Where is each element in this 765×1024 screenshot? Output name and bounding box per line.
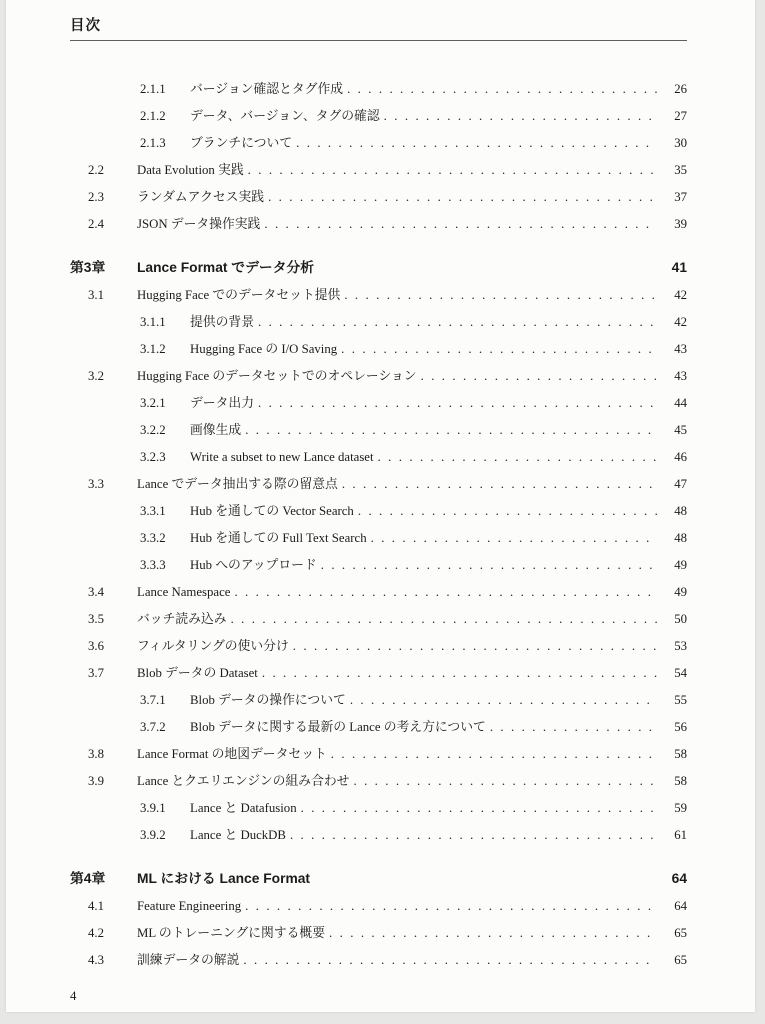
toc-entry-page: 42	[674, 288, 687, 302]
toc-entry-page: 37	[674, 190, 687, 204]
toc-entry-number: 3.2.2	[140, 423, 166, 437]
toc-entry-number: 3.2.1	[140, 396, 166, 410]
toc-entry[interactable]	[70, 363, 687, 390]
toc-entry[interactable]	[70, 157, 687, 184]
toc-entry-page: 41	[671, 260, 687, 275]
toc-entry-title: Hugging Face でのデータセット提供	[137, 288, 341, 302]
toc-entry[interactable]	[70, 633, 687, 660]
toc-entry[interactable]	[70, 795, 687, 822]
toc-entry[interactable]	[70, 947, 687, 974]
dot-leader	[350, 687, 657, 714]
toc-entry-number: 3.2	[88, 369, 104, 383]
toc-entry-number: 4.3	[88, 953, 104, 967]
toc-entry-title: バージョン確認とタグ作成	[190, 82, 344, 96]
toc-entry-title: ML のトレーニングに関する概要	[137, 926, 326, 940]
dot-leader	[258, 390, 657, 417]
toc-entry-page: 65	[674, 953, 687, 967]
page-header	[70, 14, 687, 41]
toc-entry-title: ML における Lance Format	[137, 871, 310, 886]
toc-entry-number: 4.2	[88, 926, 104, 940]
dot-leader	[231, 606, 657, 633]
toc-entry-page: 30	[674, 136, 687, 150]
toc-entry-number: 2.1.2	[140, 109, 166, 123]
toc-entry-title: データ、バージョン、タグの確認	[190, 109, 380, 123]
dot-leader	[268, 184, 657, 211]
toc-entry-page: 49	[674, 558, 687, 572]
toc-entry-number: 3.9	[88, 774, 104, 788]
toc-entry[interactable]	[70, 552, 687, 579]
toc-entry-number: 2.3	[88, 190, 104, 204]
toc-entry[interactable]	[70, 336, 687, 363]
dot-leader	[243, 947, 657, 974]
toc-entry-title: Lance とクエリエンジンの組み合わせ	[137, 774, 350, 788]
dot-leader	[321, 552, 657, 579]
toc-entry-page: 44	[674, 396, 687, 410]
toc-entry-page: 45	[674, 423, 687, 437]
toc-entry-page: 61	[674, 828, 687, 842]
toc-entry-page: 48	[674, 531, 687, 545]
toc-entry-page: 39	[674, 217, 687, 231]
toc-entry[interactable]	[70, 417, 687, 444]
dot-leader	[301, 795, 657, 822]
dot-leader	[290, 822, 657, 849]
toc-entry-title: Blob データに関する最新の Lance の考え方について	[190, 720, 486, 734]
toc-entry-page: 58	[674, 774, 687, 788]
toc-entry-number: 3.3.2	[140, 531, 166, 545]
dot-leader	[258, 309, 657, 336]
toc-entry[interactable]	[70, 893, 687, 920]
toc-entry-title: Hub を通しての Vector Search	[190, 504, 354, 518]
toc-entry-title: Hugging Face のデータセットでのオペレーション	[137, 369, 417, 383]
toc-entry-title: Lance でデータ抽出する際の留意点	[137, 477, 338, 491]
dot-leader	[371, 525, 657, 552]
toc-entry-number: 3.4	[88, 585, 104, 599]
toc-entry[interactable]	[70, 579, 687, 606]
toc-entry-number: 2.2	[88, 163, 104, 177]
dot-leader	[245, 417, 657, 444]
toc-entry[interactable]	[70, 865, 687, 893]
toc-entry-number: 3.3	[88, 477, 104, 491]
toc-entry-page: 49	[674, 585, 687, 599]
toc-entry-page: 48	[674, 504, 687, 518]
toc-entry-title: バッチ読み込み	[137, 612, 227, 626]
dot-leader	[384, 103, 657, 130]
toc-entry-number: 3.1.1	[140, 315, 166, 329]
toc-entry[interactable]	[70, 471, 687, 498]
toc-entry-title: ランダムアクセス実践	[137, 190, 265, 204]
toc-entry-number: 3.3.1	[140, 504, 166, 518]
toc-entry-number: 2.4	[88, 217, 104, 231]
toc-entry[interactable]	[70, 606, 687, 633]
dot-leader	[342, 471, 657, 498]
toc-entry-title: Blob データの Dataset	[137, 666, 258, 680]
toc-entry-page: 42	[674, 315, 687, 329]
toc-entry-number: 3.9.2	[140, 828, 166, 842]
toc-entry-page: 55	[674, 693, 687, 707]
toc-entry-page: 56	[674, 720, 687, 734]
toc-entry-page: 54	[674, 666, 687, 680]
toc-entry[interactable]	[70, 920, 687, 947]
toc-entry[interactable]	[70, 687, 687, 714]
toc-entry[interactable]	[70, 103, 687, 130]
toc-entry-number: 第3章	[70, 260, 106, 275]
toc-entry[interactable]	[70, 390, 687, 417]
toc-entry-title: データ出力	[190, 396, 254, 410]
toc-entry-page: 46	[674, 450, 687, 464]
toc-entry[interactable]	[70, 660, 687, 687]
toc-entry-page: 43	[674, 342, 687, 356]
toc-entry[interactable]	[70, 768, 687, 795]
dot-leader	[264, 211, 657, 238]
toc-entry[interactable]	[70, 444, 687, 471]
toc-entry-title: 提供の背景	[190, 315, 254, 329]
dot-leader	[331, 741, 657, 768]
toc-entry-title: ブランチについて	[190, 136, 293, 150]
toc-entry-title: Lance と DuckDB	[190, 828, 286, 842]
toc-entry-title: 訓練データの解説	[137, 953, 240, 967]
toc-entry-page: 35	[674, 163, 687, 177]
toc-entry-title: フィルタリングの使い分け	[137, 639, 289, 653]
footer-page-number: 4	[70, 989, 77, 1003]
toc-entry-page: 53	[674, 639, 687, 653]
toc-entry-title: 画像生成	[190, 423, 242, 437]
toc-entry-page: 59	[674, 801, 687, 815]
toc-entry-number: 2.1.3	[140, 136, 166, 150]
dot-leader	[248, 157, 657, 184]
dot-leader	[262, 660, 657, 687]
toc-entry-number: 2.1.1	[140, 82, 166, 96]
toc-entry-title: Lance Format でデータ分析	[137, 260, 315, 275]
page-footer	[70, 989, 76, 1004]
toc-entry-number: 3.7.2	[140, 720, 166, 734]
toc-entry-number: 3.5	[88, 612, 104, 626]
table-of-contents	[70, 76, 687, 974]
toc-entry-title: Data Evolution 実践	[137, 163, 244, 177]
dot-leader	[293, 633, 657, 660]
document-page	[6, 0, 755, 1012]
toc-entry[interactable]	[70, 76, 687, 103]
toc-entry-title: Feature Engineering	[137, 899, 242, 913]
dot-leader	[421, 363, 657, 390]
dot-leader	[358, 498, 657, 525]
toc-entry-page: 65	[674, 926, 687, 940]
toc-entry-number: 3.1.2	[140, 342, 166, 356]
toc-entry-number: 3.9.1	[140, 801, 166, 815]
toc-entry-page: 27	[674, 109, 687, 123]
dot-leader	[341, 336, 657, 363]
toc-entry-title: Lance Namespace	[137, 585, 231, 599]
toc-entry-title: Lance Format の地図データセット	[137, 747, 327, 761]
toc-entry-title: Hugging Face の I/O Saving	[190, 342, 338, 356]
toc-entry[interactable]	[70, 498, 687, 525]
toc-entry[interactable]	[70, 822, 687, 849]
toc-entry-number: 3.6	[88, 639, 104, 653]
toc-entry-title: Hub へのアップロード	[190, 558, 317, 572]
dot-leader	[296, 130, 657, 157]
toc-entry-number: 4.1	[88, 899, 104, 913]
toc-entry[interactable]	[70, 525, 687, 552]
dot-leader	[344, 282, 657, 309]
toc-entry-page: 64	[674, 899, 687, 913]
dot-leader	[490, 714, 657, 741]
toc-entry-page: 58	[674, 747, 687, 761]
toc-entry[interactable]	[70, 211, 687, 238]
toc-entry[interactable]	[70, 130, 687, 157]
toc-entry-title: Blob データの操作について	[190, 693, 346, 707]
dot-leader	[378, 444, 657, 471]
dot-leader	[245, 893, 657, 920]
toc-entry-title: Lance と Datafusion	[190, 801, 297, 815]
toc-entry[interactable]	[70, 254, 687, 282]
toc-entry-title: Hub を通しての Full Text Search	[190, 531, 367, 545]
toc-entry-title: JSON データ操作実践	[137, 217, 261, 231]
dot-leader	[347, 76, 657, 103]
toc-entry[interactable]	[70, 309, 687, 336]
toc-entry[interactable]	[70, 282, 687, 309]
toc-entry-number: 3.8	[88, 747, 104, 761]
toc-entry-page: 64	[671, 871, 687, 886]
toc-entry[interactable]	[70, 714, 687, 741]
toc-entry-page: 43	[674, 369, 687, 383]
toc-entry-page: 26	[674, 82, 687, 96]
toc-entry-page: 50	[674, 612, 687, 626]
dot-leader	[353, 768, 657, 795]
toc-entry-number: 第4章	[70, 871, 106, 886]
toc-entry[interactable]	[70, 184, 687, 211]
toc-entry[interactable]	[70, 741, 687, 768]
toc-entry-number: 3.1	[88, 288, 104, 302]
toc-entry-number: 3.2.3	[140, 450, 166, 464]
toc-entry-title: Write a subset to new Lance dataset	[190, 450, 374, 464]
dot-leader	[329, 920, 657, 947]
toc-entry-number: 3.7.1	[140, 693, 166, 707]
toc-entry-page: 47	[674, 477, 687, 491]
toc-entry-number: 3.7	[88, 666, 104, 680]
header-title: 目次	[70, 18, 101, 34]
dot-leader	[234, 579, 657, 606]
toc-entry-number: 3.3.3	[140, 558, 166, 572]
